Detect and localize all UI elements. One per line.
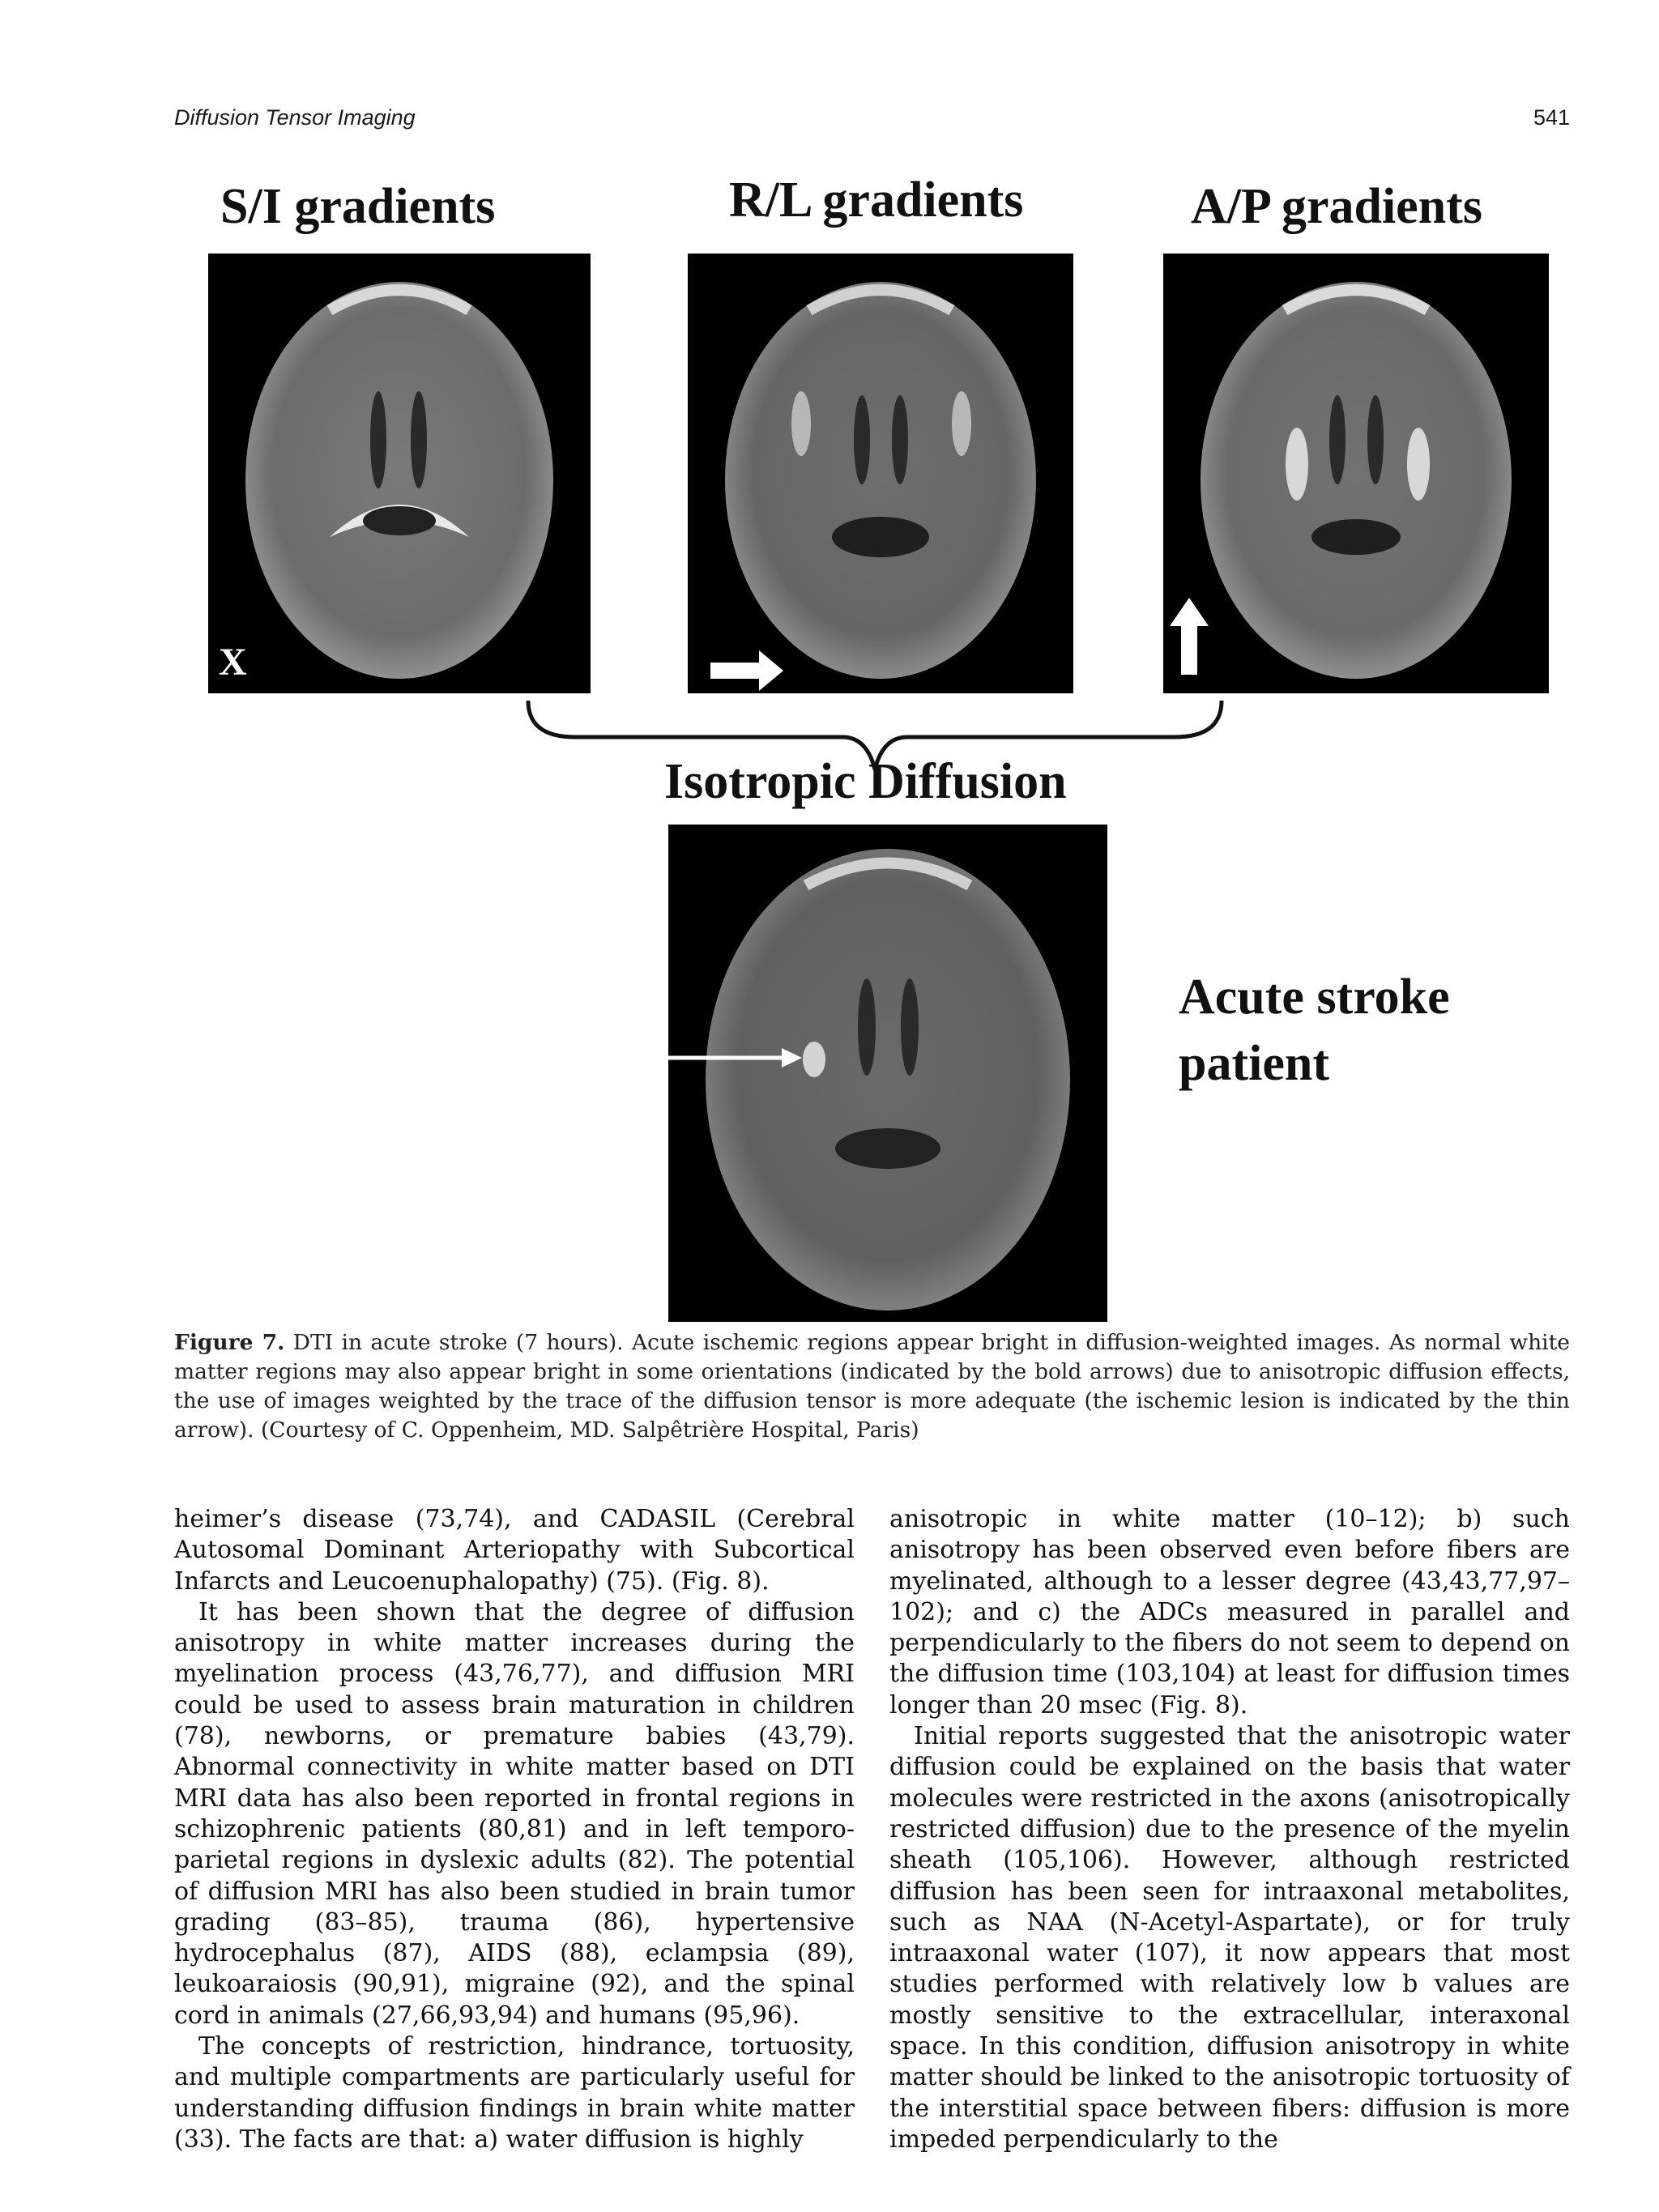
brain-image-rl	[688, 254, 1073, 693]
caption-text: DTI in acute stroke (7 hours). Acute ischemic regions appear bright in diffusion-weighted images. As normal white matter regions may also appear bright in some orientations (indicated by the bold arrows) due to anisotropic diffusion effects, the use of images weighted by the trace of the diffusion tensor is more adequate (the ischemic lesion is indicated by the thin arrow). (Courtesy of C. Oppenheim, MD. Salpêtrière Hospital, Paris)	[174, 1330, 1570, 1443]
side-label	[1179, 964, 1450, 1097]
center-title: Isotropic Diffusion	[664, 754, 1067, 809]
page-number: 541	[1533, 105, 1570, 130]
left-paragraph-2: It has been shown that the degree of diffusion anisotropy in white matter increases during the myelination process (43,76,77), and diffusion MRI could be used to assess brain maturation in children (78), newborns, or premature babies (43,79). Abnormal connectivity in white matter based on DTI MRI data has also been reported in frontal regions in schizophrenic patients (80,81) and in left temporo-parietal regions in dyslexic adults (82). The potential of diffusion MRI has also been studied in brain tumor grading (83–85), trauma (86), hypertensive hydrocephalus (87), AIDS (88), eclampsia (89), leukoaraiosis (90,91), migraine (92), and the spinal cord in animals (27,66,93,94) and humans (95,96).	[174, 1597, 855, 2030]
left-paragraph-3: The concepts of restriction, hindrance, tortuosity, and multiple compartments are particularly useful for understanding diffusion findings in brain white matter (33). The facts are that: a) water diffusion is highly	[174, 2032, 855, 2154]
marker-x: X	[219, 641, 247, 684]
panel-title-rl: R/L gradients	[729, 173, 1024, 228]
right-paragraph-2: Initial reports suggested that the anisotropic water diffusion could be explained on the basis that water molecules were restricted in the axons (anisotropically restricted diffusion) due to the presence of the myelin sheath (105,106). However, although restricted diffusion has been seen for intraaxonal metabolites, such as NAA (N-Acetyl-Aspartate), or for truly intraaxonal water (107), it now appears that most studies performed with relatively low b values are mostly sensitive to the extracellular, interaxonal space. In this condition, diffusion anisotropy in white matter should be linked to the anisotropic tortuosity of the interstitial space between fibers: diffusion is more impeded perpendicularly to the	[889, 1722, 1570, 2154]
panel-title-ap: A/P gradients	[1191, 179, 1482, 234]
caption-label: Figure 7.	[174, 1330, 285, 1355]
left-paragraph-1: heimer’s disease (73,74), and CADASIL (Cerebral Autosomal Dominant Arteriopathy with Subcortical Infarcts and Leucoenuphalopathy) (75). (Fig. 8).	[174, 1505, 855, 1596]
brain-image-ap	[1163, 254, 1549, 693]
bold-arrow-up	[1170, 598, 1209, 675]
figure-caption	[174, 1328, 1570, 1445]
brain-image-isotropic	[668, 825, 1107, 1322]
bold-arrow-right	[710, 650, 783, 691]
right-paragraph-1: anisotropic in white matter (10–12); b) such anisotropy has been observed even before fibers are myelinated, although to a lesser degree (43,43,77,97–102); and c) the ADCs measured in parallel and perpendicularly to the fibers do not seem to depend on the diffusion time (103,104) at least for diffusion times longer than 20 msec (Fig. 8).	[889, 1505, 1570, 1720]
panel-title-si: S/I gradients	[220, 179, 496, 234]
side-label-line2: patient	[1179, 1036, 1329, 1091]
brain-image-si	[208, 254, 591, 693]
left-column	[174, 1504, 855, 2155]
right-column	[889, 1504, 1570, 2155]
side-label-line1: Acute stroke	[1179, 970, 1450, 1025]
running-title: Diffusion Tensor Imaging	[174, 105, 416, 130]
